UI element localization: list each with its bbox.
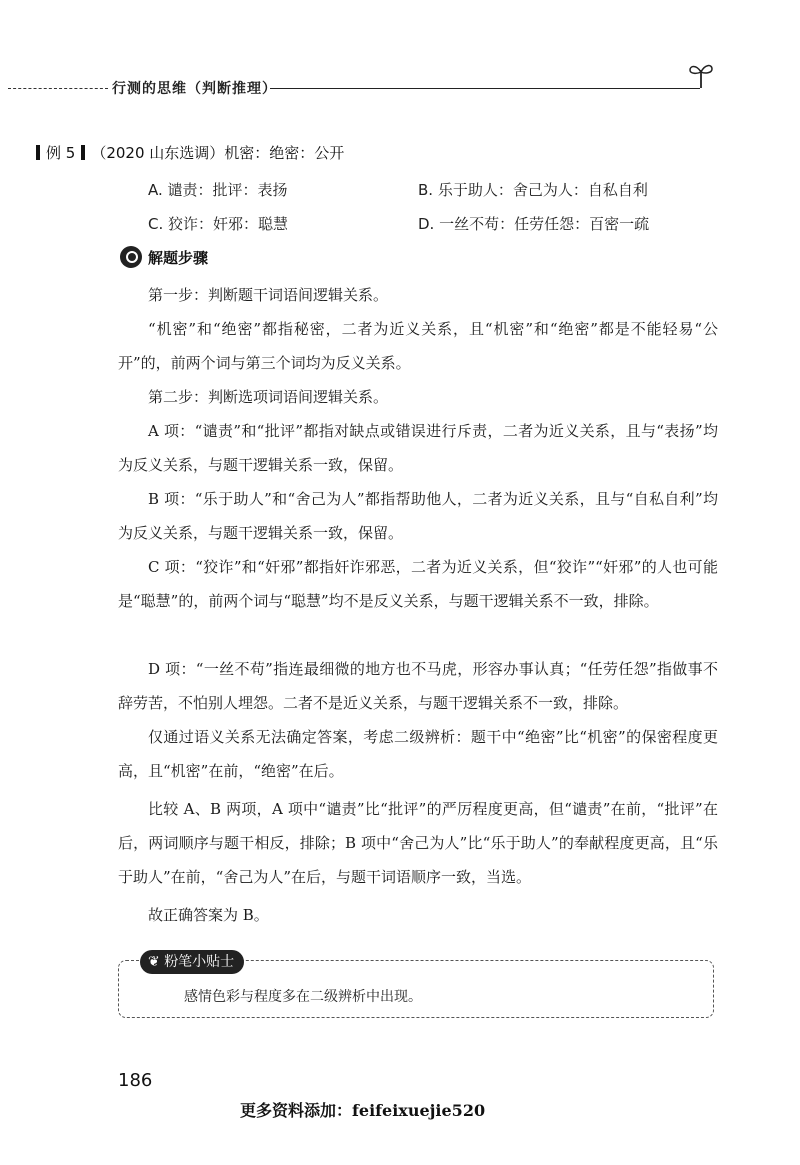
question-label: 例 5 (46, 144, 76, 162)
label-bar-left (36, 145, 40, 160)
steps-title: 解题步骤 (148, 249, 209, 267)
step-one-heading: 第一步：判断题干词语间逻辑关系。 (148, 286, 389, 304)
footer-note: 更多资料添加：feifeixuejie520 (240, 1101, 486, 1120)
tip-text: 感情色彩与程度多在二级辨析中出现。 (184, 989, 422, 1005)
option-a: A. 谴责：批评：表扬 (148, 181, 288, 199)
option-d: D. 一丝不苟：任劳任怨：百密一疏 (418, 215, 650, 233)
question-stem-line (30, 142, 344, 163)
option-b: B. 乐于助人：舍己为人：自私自利 (418, 181, 648, 199)
paragraph-secondary-analysis: 仅通过语义关系无法确定答案，考虑二级辨析：题干中“绝密”比“机密”的保密程度更高，且“机密”在前，“绝密”在后。 (118, 728, 718, 780)
sprout-small-icon: ❦ (148, 954, 165, 970)
paragraph-option-d: D 项：“一丝不苟”指连最细微的地方也不马虎，形容办事认真；“任劳任怨”指做事不辞劳苦，不怕别人埋怨。二者不是近义关系，与题干逻辑关系不一致，排除。 (118, 660, 718, 712)
option-c: C. 狡诈：奸邪：聪慧 (148, 215, 289, 233)
running-header-title: 行测的思维（判断推理） (112, 81, 277, 97)
question-stem: 机密：绝密：公开 (224, 144, 345, 162)
header-rule-left (8, 88, 108, 89)
paragraph-answer: 故正确答案为 B。 (148, 906, 269, 924)
header-rule-right (270, 88, 700, 89)
paragraph-option-b: B 项：“乐于助人”和“舍己为人”都指帮助他人，二者为近义关系，且与“自私自利”均为反义关系，与题干逻辑关系一致，保留。 (118, 490, 718, 542)
label-bar-right (81, 145, 85, 160)
tip-label-text: 粉笔小贴士 (164, 954, 235, 970)
sprout-icon (688, 60, 714, 90)
paragraph-step-one: “机密”和“绝密”都指秘密，二者为近义关系，且“机密”和“绝密”都是不能轻易“公开”的，前两个词与第三个词均为反义关系。 (118, 320, 718, 372)
tip-label (140, 950, 244, 974)
question-source: （2020 山东选调） (91, 144, 225, 162)
paragraph-option-c: C 项：“狡诈”和“奸邪”都指奸诈邪恶，二者为近义关系，但“狡诈”“奸邪”的人也可能是“聪慧”的，前两个词与“聪慧”均不是反义关系，与题干逻辑关系不一致，排除。 (118, 558, 718, 610)
steps-icon (120, 246, 142, 268)
step-two-heading: 第二步：判断选项词语间逻辑关系。 (148, 388, 389, 406)
paragraph-comparison: 比较 A、B 两项，A 项中“谴责”比“批评”的严厉程度更高，但“谴责”在前，“批评”在后，两词顺序与题干相反，排除；B 项中“舍己为人”比“乐于助人”的奉献程度更高，且“乐于助人”在前，“舍己为人”在后，与题干词语顺序一致，当选。 (118, 800, 718, 886)
paragraph-option-a: A 项：“谴责”和“批评”都指对缺点或错误进行斥责，二者为近义关系，且与“表扬”均为反义关系，与题干逻辑关系一致，保留。 (118, 422, 718, 474)
page-number: 186 (118, 1070, 153, 1091)
